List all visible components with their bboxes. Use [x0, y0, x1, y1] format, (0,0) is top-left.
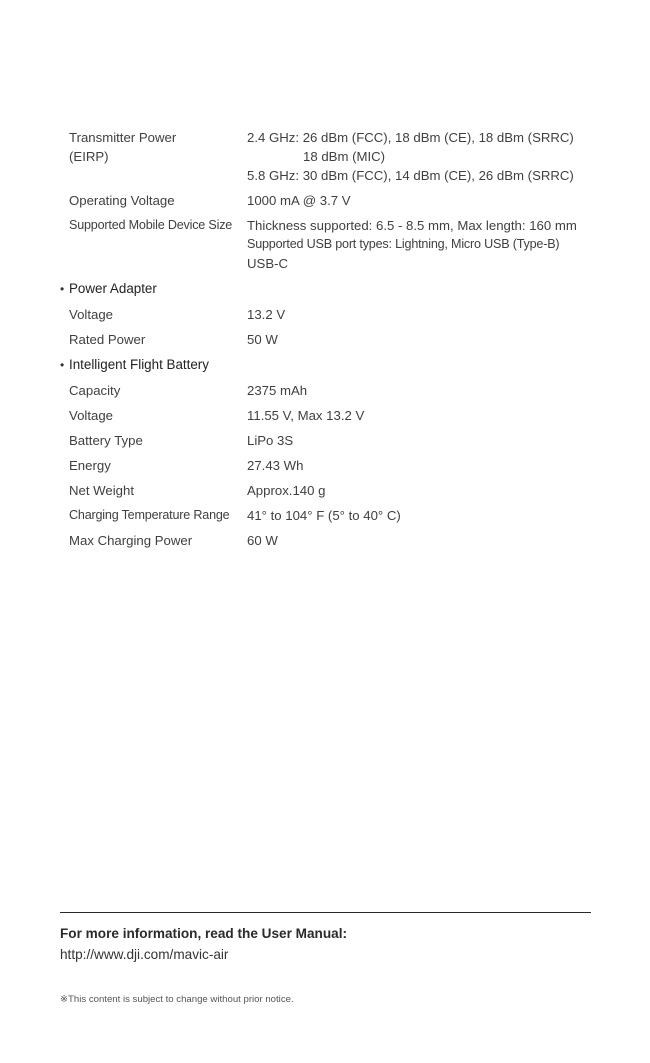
section-title: Intelligent Flight Battery [69, 357, 209, 372]
spec-label: Voltage [69, 307, 113, 322]
spec-value: 1000 mA @ 3.7 V [247, 193, 351, 208]
bullet-icon: • [60, 282, 65, 296]
spec-row-transmitter-power [60, 128, 600, 185]
spec-row-operating-voltage [60, 191, 600, 210]
footer [60, 912, 591, 1006]
spec-value-line: Thickness supported: 6.5 - 8.5 mm, Max length: 160 mm [247, 218, 577, 233]
spec-row-battery-type [60, 431, 600, 450]
spec-row-mobile-device-size [60, 216, 600, 273]
spec-value-line: 2.4 GHz: 26 dBm (FCC), 18 dBm (CE), 18 dBm (SRRC) [247, 130, 574, 145]
spec-row-charging-temperature [60, 506, 600, 525]
spec-row-battery-capacity [60, 381, 600, 400]
spec-label: Charging Temperature Range [69, 508, 230, 522]
spec-value: 60 W [247, 533, 278, 548]
spec-row-adapter-voltage [60, 305, 600, 324]
spec-value: 2375 mAh [247, 383, 308, 398]
spec-table [60, 128, 600, 556]
change-notice: ※This content is subject to change without prior notice. [60, 994, 294, 1005]
spec-value: LiPo 3S [247, 433, 294, 448]
spec-value: 50 W [247, 332, 278, 347]
spec-label-line: (EIRP) [69, 149, 109, 164]
spec-label: Voltage [69, 408, 113, 423]
spec-label [60, 128, 247, 166]
spec-label: Capacity [69, 383, 121, 398]
more-info-text: For more information, read the User Manual: [60, 926, 348, 941]
spec-value: Approx.140 g [247, 483, 326, 498]
spec-value [247, 216, 600, 273]
spec-value: 13.2 V [247, 307, 286, 322]
section-heading-power-adapter [60, 279, 600, 299]
spec-value: 27.43 Wh [247, 458, 304, 473]
section-title: Power Adapter [69, 281, 157, 296]
spec-value-line: Supported USB port types: Lightning, Micro USB (Type-B) [247, 237, 560, 251]
spec-value-line: 5.8 GHz: 30 dBm (FCC), 14 dBm (CE), 26 dBm (SRRC) [247, 168, 574, 183]
spec-row-adapter-rated-power [60, 330, 600, 349]
section-heading-flight-battery [60, 355, 600, 375]
spec-label: Supported Mobile Device Size [69, 218, 233, 232]
spec-value [247, 128, 600, 185]
spec-value: 11.55 V, Max 13.2 V [247, 408, 365, 423]
spec-label: Energy [69, 458, 111, 473]
spec-label: Net Weight [69, 483, 134, 498]
spec-row-battery-voltage [60, 406, 600, 425]
spec-label: Max Charging Power [69, 533, 193, 548]
bullet-icon: • [60, 358, 65, 372]
spec-label: Rated Power [69, 332, 146, 347]
spec-row-battery-energy [60, 456, 600, 475]
spec-label-line: Transmitter Power [69, 130, 177, 145]
spec-value: 41° to 104° F (5° to 40° C) [247, 508, 401, 523]
user-manual-link[interactable]: http://www.dji.com/mavic-air [60, 947, 229, 962]
spec-value-line: USB-C [247, 256, 289, 271]
spec-row-battery-net-weight [60, 481, 600, 500]
footer-divider [60, 912, 591, 913]
spec-label: Battery Type [69, 433, 143, 448]
spec-label: Operating Voltage [69, 193, 175, 208]
spec-row-max-charging-power [60, 531, 600, 550]
spec-value-line: 18 dBm (MIC) [303, 149, 386, 164]
